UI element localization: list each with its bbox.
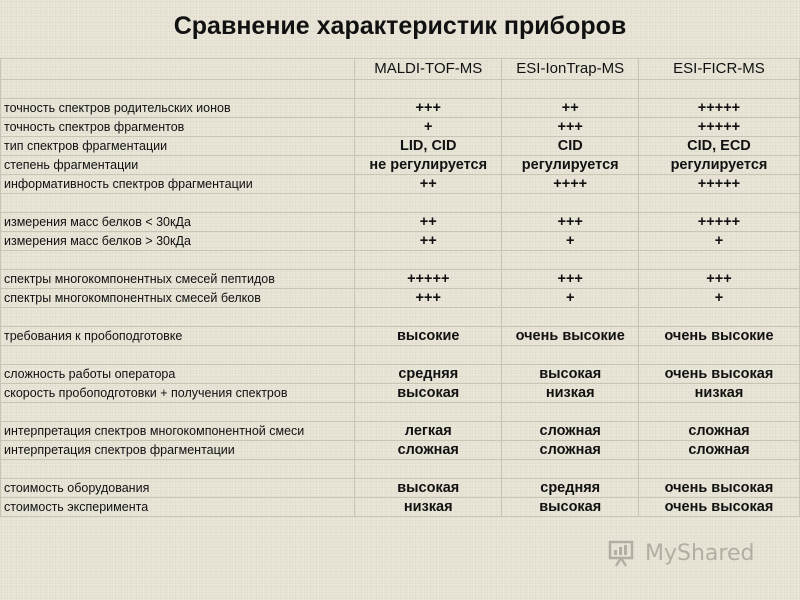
cell-value: высокая [355, 479, 502, 498]
cell-value [638, 403, 799, 422]
cell-value: очень высокая [638, 365, 799, 384]
column-header: ESI-IonTrap-MS [502, 59, 638, 80]
cell-value: +++ [502, 213, 638, 232]
row-label: измерения масс белков < 30кДа [1, 213, 355, 232]
table-row [1, 232, 800, 251]
row-label: скорость пробоподготовки + получения спектров [1, 384, 355, 403]
cell-value: +++ [502, 118, 638, 137]
cell-value: CID [502, 137, 638, 156]
table-row [1, 80, 800, 99]
row-label: стоимость оборудования [1, 479, 355, 498]
page-title: Сравнение характеристик приборов [173, 12, 627, 40]
row-label: требования к пробоподготовке [1, 327, 355, 346]
cell-value: + [502, 289, 638, 308]
table-row [1, 99, 800, 118]
cell-value: высокая [355, 384, 502, 403]
cell-value: ++ [355, 213, 502, 232]
cell-value: регулируется [638, 156, 799, 175]
cell-value: ++++ [502, 175, 638, 194]
row-label: измерения масс белков > 30кДа [1, 232, 355, 251]
row-label [1, 194, 355, 213]
cell-value: средняя [502, 479, 638, 498]
row-label [1, 460, 355, 479]
table-row [1, 194, 800, 213]
row-label: сложность работы оператора [1, 365, 355, 384]
table-header-row [1, 59, 800, 80]
row-label [1, 403, 355, 422]
table-row [1, 327, 800, 346]
cell-value: очень высокая [638, 479, 799, 498]
cell-value: ++ [502, 99, 638, 118]
cell-value: + [355, 118, 502, 137]
cell-value [638, 251, 799, 270]
cell-value: +++++ [638, 175, 799, 194]
cell-value [355, 194, 502, 213]
cell-value: средняя [355, 365, 502, 384]
table-row [1, 118, 800, 137]
row-label: спектры многокомпонентных смесей белков [1, 289, 355, 308]
cell-value [638, 308, 799, 327]
cell-value: +++++ [638, 118, 799, 137]
cell-value: очень высокие [502, 327, 638, 346]
cell-value [638, 460, 799, 479]
table-row [1, 137, 800, 156]
cell-value [502, 460, 638, 479]
cell-value: ++ [355, 175, 502, 194]
cell-value: CID, ECD [638, 137, 799, 156]
cell-value [638, 194, 799, 213]
cell-value: +++ [638, 270, 799, 289]
table-row [1, 384, 800, 403]
cell-value: сложная [638, 422, 799, 441]
cell-value: высокая [502, 365, 638, 384]
cell-value: высокая [502, 498, 638, 517]
cell-value [502, 403, 638, 422]
table-row [1, 479, 800, 498]
row-label: информативность спектров фрагментации [1, 175, 355, 194]
cell-value [355, 403, 502, 422]
cell-value: ++ [355, 232, 502, 251]
cell-value: регулируется [502, 156, 638, 175]
table-row [1, 270, 800, 289]
table-row [1, 156, 800, 175]
header-blank-cell [1, 59, 355, 80]
row-label: стоимость эксперимента [1, 498, 355, 517]
row-label: интерпретация спектров фрагментации [1, 441, 355, 460]
cell-value [355, 251, 502, 270]
row-label [1, 308, 355, 327]
cell-value: сложная [638, 441, 799, 460]
cell-value [355, 346, 502, 365]
cell-value: высокие [355, 327, 502, 346]
cell-value [355, 460, 502, 479]
cell-value: +++++ [638, 99, 799, 118]
cell-value: очень высокие [638, 327, 799, 346]
cell-value: низкая [355, 498, 502, 517]
cell-value: очень высокая [638, 498, 799, 517]
row-label: спектры многокомпонентных смесей пептидов [1, 270, 355, 289]
cell-value [502, 194, 638, 213]
cell-value [355, 80, 502, 99]
cell-value [638, 80, 799, 99]
row-label [1, 346, 355, 365]
comparison-table [0, 58, 800, 517]
cell-value: сложная [502, 441, 638, 460]
table-row [1, 365, 800, 384]
row-label: интерпретация спектров многокомпонентной смеси [1, 422, 355, 441]
cell-value: LID, CID [355, 137, 502, 156]
comparison-table-body [1, 59, 800, 517]
row-label [1, 80, 355, 99]
cell-value [355, 308, 502, 327]
cell-value: не регулируется [355, 156, 502, 175]
cell-value: низкая [638, 384, 799, 403]
table-row [1, 346, 800, 365]
table-row [1, 460, 800, 479]
table-row [1, 213, 800, 232]
watermark [607, 538, 754, 568]
cell-value [502, 80, 638, 99]
table-row [1, 251, 800, 270]
cell-value: +++ [355, 289, 502, 308]
cell-value [502, 251, 638, 270]
cell-value: низкая [502, 384, 638, 403]
row-label [1, 251, 355, 270]
table-row [1, 175, 800, 194]
table-row [1, 498, 800, 517]
table-row [1, 441, 800, 460]
cell-value: + [638, 289, 799, 308]
cell-value: легкая [355, 422, 502, 441]
presentation-board-icon [607, 538, 639, 568]
cell-value: + [638, 232, 799, 251]
cell-value [502, 308, 638, 327]
column-header: MALDI-TOF-MS [355, 59, 502, 80]
cell-value: +++ [502, 270, 638, 289]
cell-value [638, 346, 799, 365]
cell-value: сложная [355, 441, 502, 460]
cell-value [502, 346, 638, 365]
row-label: точность спектров фрагментов [1, 118, 355, 137]
row-label: степень фрагментации [1, 156, 355, 175]
cell-value: сложная [502, 422, 638, 441]
column-header: ESI-FICR-MS [638, 59, 799, 80]
cell-value: + [502, 232, 638, 251]
table-row [1, 289, 800, 308]
cell-value: +++++ [355, 270, 502, 289]
cell-value: +++++ [638, 213, 799, 232]
cell-value: +++ [355, 99, 502, 118]
table-row [1, 308, 800, 327]
row-label: тип спектров фрагментации [1, 137, 355, 156]
row-label: точность спектров родительских ионов [1, 99, 355, 118]
table-row [1, 403, 800, 422]
watermark-text: MyShared [645, 540, 755, 566]
table-row [1, 422, 800, 441]
